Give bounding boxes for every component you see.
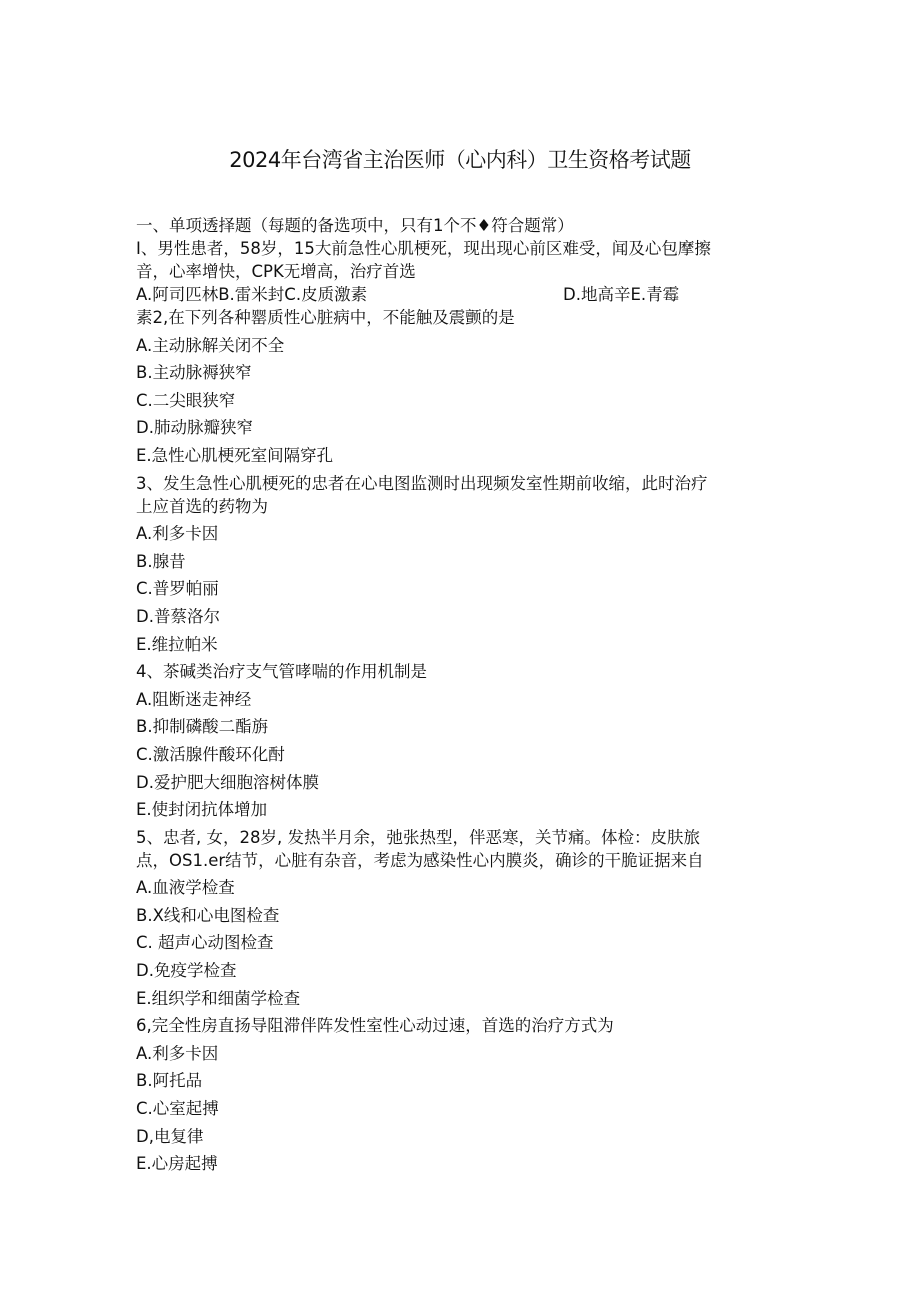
q3-option-c: C.普罗帕丽 bbox=[136, 579, 219, 599]
q1-options-right: D.地高辛E.青霉 bbox=[563, 285, 680, 304]
q5-option-a: A.血液学检查 bbox=[136, 878, 235, 898]
q5-option-c: C. 超声心动图检查 bbox=[136, 933, 274, 953]
q4-option-a: A.阻断迷走神经 bbox=[136, 689, 252, 709]
q1-options-left: A.阿司匹林B.雷米封C.皮质激素 bbox=[136, 285, 368, 304]
q6-option-c: C.心室起搏 bbox=[136, 1099, 219, 1119]
q3-stem-line1: 3、发生急性心肌梗死的忠者在心电图监测时出现频发室性期前收缩，此时治疗 bbox=[136, 473, 708, 493]
q2-option-b: B.主动脉褥狭窄 bbox=[136, 363, 252, 383]
q4-option-d: D.爱护肥大细胞溶树体膜 bbox=[136, 772, 319, 792]
q5-option-e: E.组织学和细菌学检查 bbox=[136, 988, 301, 1008]
q6-stem: 6,完全性房直扬导阻滞伴阵发性室性心动过速，首选的治疗方式为 bbox=[136, 1016, 614, 1036]
q6-option-b: B.阿托品 bbox=[136, 1071, 203, 1091]
document-title: 2024年台湾省主治医师（心内科）卫生资格考试题 bbox=[229, 148, 691, 172]
question-content bbox=[136, 214, 786, 1175]
q1-options bbox=[136, 283, 786, 306]
q5-option-b: B.X线和心电图检查 bbox=[136, 905, 280, 925]
section-header: 一、单项透择题（每题的备选项中，只有1个不♦符合题常） bbox=[136, 216, 574, 235]
q4-stem: 4、茶碱类治疗支气管哮喘的作用机制是 bbox=[136, 662, 427, 682]
q2-option-d: D.肺动脉瓣狭窄 bbox=[136, 418, 253, 438]
q6-option-e: E.心房起搏 bbox=[136, 1154, 218, 1174]
q4-option-c: C.激活腺件酸环化酎 bbox=[136, 744, 285, 764]
q3-stem-line2: 上应首选的药物为 bbox=[136, 496, 268, 516]
q3-option-e: E.维拉帕米 bbox=[136, 634, 218, 654]
q4-option-b: B.抑制磷酸二酯旃 bbox=[136, 717, 269, 737]
q3-option-a: A.利多卡因 bbox=[136, 524, 219, 544]
q2-option-e: E.急性心肌梗死室间隔穿孔 bbox=[136, 445, 334, 465]
q3-option-b: B.腺昔 bbox=[136, 551, 186, 571]
q1-stem-line1: I、男性患者，58岁，15大前急性心肌梗死，现出现心前区难受，闻及心包摩擦 bbox=[136, 239, 711, 258]
q2-option-a: A.主动脉解关闭不全 bbox=[136, 335, 285, 355]
q2-option-c: C.二尖眼狭窄 bbox=[136, 390, 236, 410]
q5-stem-line1: 5、忠者, 女，28岁, 发热半月余，弛张热型，伴恶寒，关节痛。体检：皮肤旅 bbox=[136, 827, 700, 847]
q5-stem-line2: 点，OS1.er结节，心脏有杂音，考虑为感染性心内膜炎，确诊的干脆证据来自 bbox=[136, 850, 704, 870]
q4-option-e: E.使封闭抗体增加 bbox=[136, 800, 268, 820]
q6-option-d: D,电复律 bbox=[136, 1126, 204, 1146]
q5-option-d: D.免疫学检查 bbox=[136, 961, 237, 981]
q6-option-a: A.利多卡因 bbox=[136, 1043, 219, 1063]
q1-continuation: 素2,在下列各种罂质性心脏病中，不能触及震颤的是 bbox=[136, 308, 515, 327]
q3-option-d: D.普蔡洛尔 bbox=[136, 606, 220, 626]
q1-stem-line2: 音，心率增快，CPK无增高，治疗首选 bbox=[136, 262, 416, 281]
